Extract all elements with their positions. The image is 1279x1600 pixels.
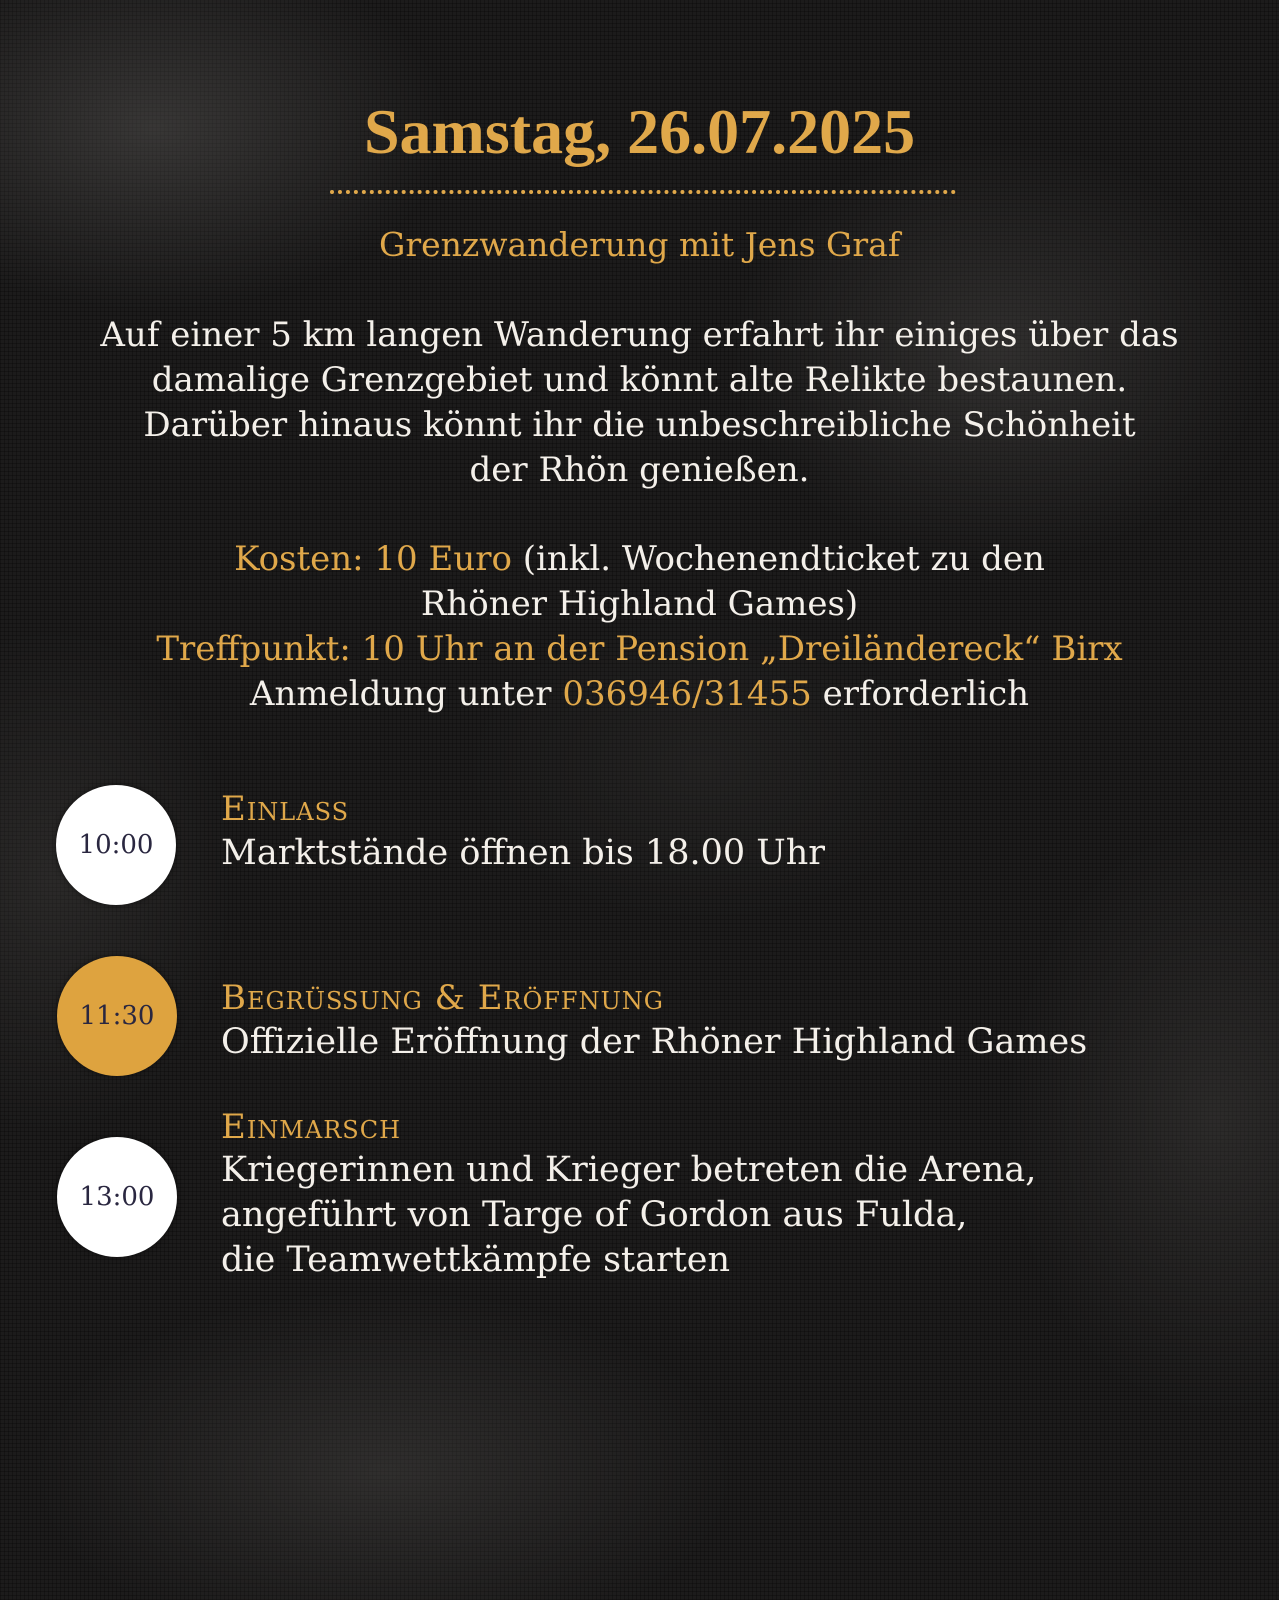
description-line: damalige Grenzgebiet und könnt alte Relikte bestaunen. [151,360,1128,400]
schedule-item-text: Kriegerinnen und Krieger betreten die Arena, [221,1150,1037,1190]
registration-suffix: erforderlich [811,674,1030,714]
costs-note: (inkl. Wochenendticket zu den [511,539,1045,579]
description-line: der Rhön genießen. [469,450,810,490]
schedule-item-text: angeführt von Targe of Gordon aus Fulda, [221,1195,968,1235]
event-subtitle: Grenzwanderung mit Jens Graf [378,225,901,264]
description-line: Auf einer 5 km langen Wanderung erfahrt ihr einiges über das [100,315,1179,355]
registration-phone-link[interactable]: 036946/31455 [562,674,812,714]
time-badge: 13:00 [57,1137,177,1257]
dotted-divider [330,190,956,194]
schedule-item-title: Begrüßung & Eröffnung [221,978,664,1018]
schedule-item-title: Einmarsch [221,1107,402,1147]
time-badge: 10:00 [56,785,176,905]
meeting-point: Treffpunkt: 10 Uhr an der Pension „Dreiländereck“ Birx [156,629,1123,669]
schedule-item-text: Offizielle Eröffnung der Rhöner Highland Games [221,1022,1088,1062]
schedule-item-title: Einlass [221,789,350,829]
description-line: Darüber hinaus könnt ihr die unbeschreibliche Schönheit [143,405,1136,445]
costs-label: Kosten: 10 Euro [234,539,512,579]
schedule-item-text: Marktstände öffnen bis 18.00 Uhr [221,833,826,873]
registration-line [60,672,1219,717]
costs-line [60,537,1219,582]
registration-prefix: Anmeldung unter [249,674,563,714]
schedule-item-text: die Teamwettkämpfe starten [221,1240,731,1280]
time-badge: 11:30 [57,956,177,1076]
page-title: Samstag, 26.07.2025 [363,96,916,167]
costs-note-line: Rhöner Highland Games) [420,584,859,624]
event-info [60,537,1219,717]
event-description [90,313,1189,493]
